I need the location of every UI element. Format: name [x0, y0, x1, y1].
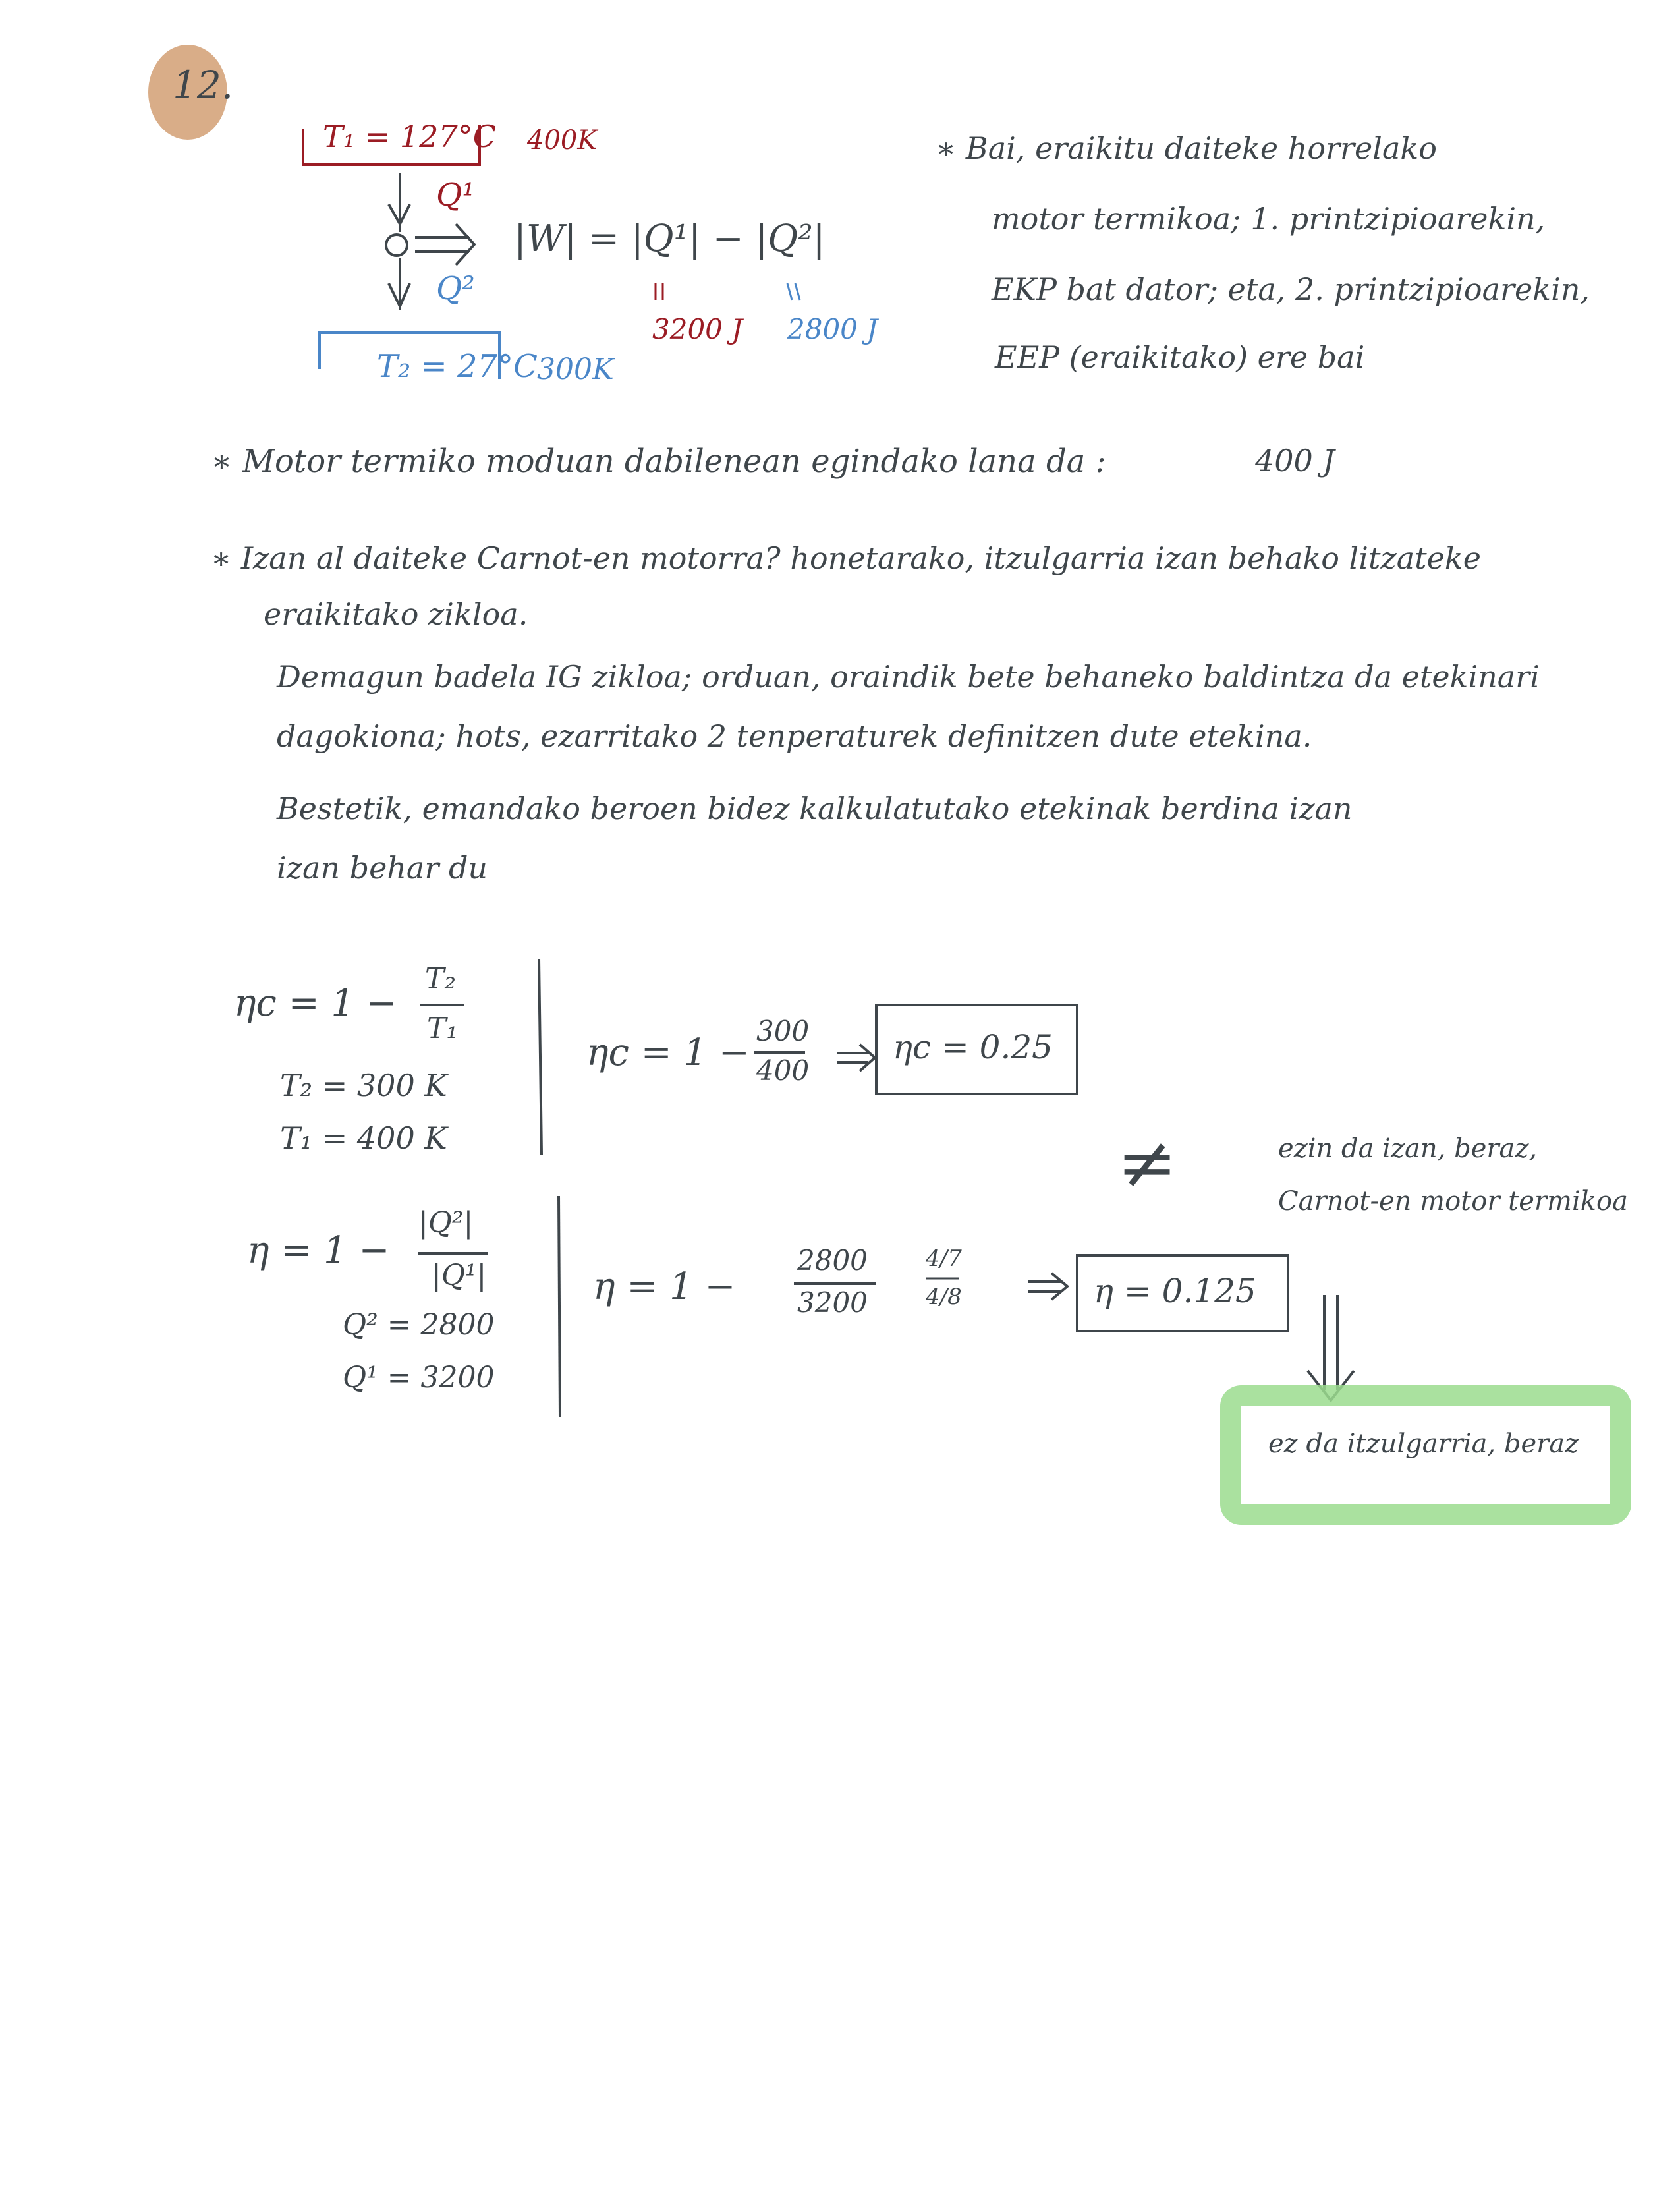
carnot-reasoning-line-2: dagokiona; hots, ezarritako 2 tenperaturek definitzen dute etekina. [277, 718, 1312, 754]
implies-arrow-2 [1028, 1273, 1067, 1300]
carnot-formula-denominator: T₁ [427, 1012, 458, 1045]
carnot-substitution-denominator: 400 [756, 1054, 810, 1087]
q2-label: Q² [436, 270, 475, 307]
simplify-denominator: 4/8 [926, 1284, 962, 1310]
cold-reservoir-kelvin: 300K [537, 353, 614, 386]
implies-arrow-1 [837, 1045, 875, 1071]
problem-number: 12. [173, 63, 234, 107]
q1-equals-mark [656, 283, 663, 300]
real-substitution-lhs: η = 1 − [593, 1265, 736, 1308]
cannot-be-note-line-2: Carnot-en motor termikoa [1278, 1186, 1628, 1217]
real-substitution-denominator: 3200 [797, 1286, 868, 1319]
heat-out-arrow [389, 258, 410, 310]
q1-label: Q¹ [436, 177, 475, 214]
real-efficiency-result: η = 0.125 [1094, 1272, 1256, 1310]
real-formula-numerator: |Q²| [418, 1206, 474, 1240]
t2-value: T₂ = 300 K [280, 1068, 447, 1103]
hot-reservoir-temperature: T₁ = 127°C [323, 119, 496, 154]
not-equal-sign: ≠ [1117, 1120, 1178, 1205]
carnot-reasoning-line-3: Bestetik, emandako beroen bidez kalkulatutako etekinak berdina izan [277, 791, 1353, 826]
work-statement: ∗ Motor termiko moduan dabilenean egindako lana da : [211, 443, 1106, 480]
carnot-reasoning-line-4: izan behar du [277, 850, 488, 886]
work-value: 400 J [1255, 443, 1335, 478]
carnot-substitution-numerator: 300 [756, 1015, 810, 1047]
conclusion-text: ez da itzulgarria, beraz [1268, 1429, 1579, 1459]
side-note-line-1: ∗ Bai, eraikitu daiteke horrelako [936, 130, 1437, 166]
work-equation: |W| = |Q¹| − |Q²| [514, 217, 826, 260]
carnot-efficiency-result: ηc = 0.25 [893, 1028, 1053, 1066]
hot-reservoir-kelvin: 400K [527, 125, 598, 156]
work-arrow [415, 224, 474, 265]
cold-reservoir-temperature: T₂ = 27°C [377, 348, 538, 385]
t1-value: T₁ = 400 K [280, 1120, 447, 1156]
separator-1 [539, 959, 542, 1155]
carnot-question-line-2: eraikitako zikloa. [264, 596, 528, 632]
simplify-numerator: 4/7 [926, 1246, 962, 1272]
real-formula-lhs: η = 1 − [247, 1229, 390, 1272]
q1-value: 3200 J [652, 313, 743, 345]
engine-circle [386, 235, 407, 256]
real-formula-denominator: |Q¹| [432, 1259, 487, 1292]
separator-2 [559, 1196, 560, 1417]
carnot-question-line-1: ∗ Izan al daiteke Carnot-en motorra? honetarako, itzulgarria izan behako litzateke [211, 540, 1481, 576]
cannot-be-note-line-1: ezin da izan, beraz, [1278, 1133, 1538, 1164]
side-note-line-2: motor termikoa; 1. printzipioarekin, [992, 201, 1546, 237]
real-substitution-numerator: 2800 [797, 1244, 868, 1276]
side-note-line-4: EEP (eraikitako) ere bai [995, 339, 1365, 375]
carnot-formula-lhs: ηc = 1 − [234, 982, 397, 1025]
down-arrow [1308, 1295, 1354, 1400]
q2-given: Q² = 2800 [343, 1308, 495, 1342]
carnot-reasoning-line-1: Demagun badela IG zikloa; orduan, oraindik bete behaneko baldintza da etekinari [277, 659, 1540, 695]
side-note-line-3: EKP bat dator; eta, 2. printzipioarekin, [992, 272, 1590, 307]
heat-in-arrow [389, 173, 410, 232]
q1-given: Q¹ = 3200 [343, 1361, 495, 1394]
q2-value: 2800 J [787, 313, 878, 345]
q2-equals-mark [787, 283, 800, 300]
carnot-formula-numerator: T₂ [425, 962, 456, 996]
carnot-substitution-lhs: ηc = 1 − [586, 1031, 750, 1074]
